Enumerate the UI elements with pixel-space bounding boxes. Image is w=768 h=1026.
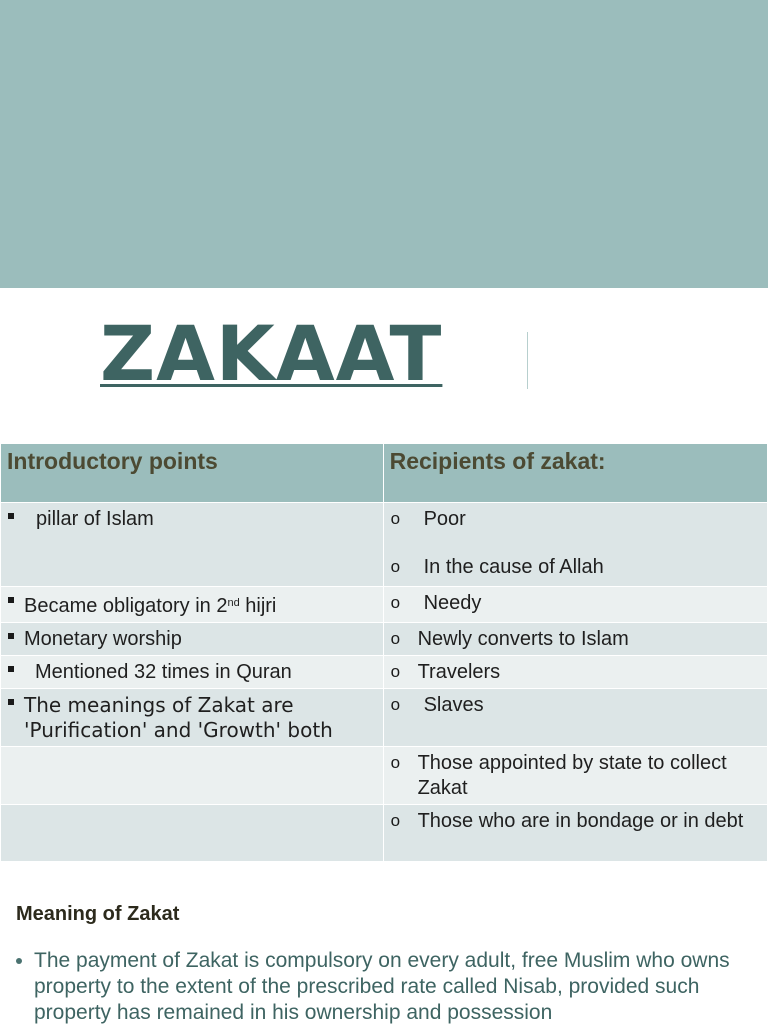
page-title: ZAKAAT [100, 309, 443, 398]
table-row [1, 689, 768, 747]
table-cell [1, 587, 384, 623]
table-cell [383, 805, 767, 862]
table-cell [1, 689, 384, 747]
point-text: The meanings of Zakat are 'Purification' and 'Growth' both [24, 693, 333, 742]
table-cell [1, 656, 384, 689]
recipient-text: Needy [423, 592, 482, 614]
point-text: Monetary worship [24, 628, 182, 650]
recipient-text: Poor [423, 508, 466, 530]
recipient-text: Slaves [423, 694, 484, 716]
table-header-row [1, 444, 768, 503]
square-bullet-icon [8, 633, 14, 639]
recipient-text: Newly converts to Islam [417, 628, 629, 650]
circle-bullet-icon: o [390, 557, 401, 576]
square-bullet-icon [8, 666, 14, 672]
circle-bullet-icon: o [390, 509, 401, 528]
table-cell [1, 503, 384, 587]
table-cell [1, 747, 384, 805]
circle-bullet-icon: o [390, 695, 401, 714]
table-row [1, 805, 768, 862]
section-heading: Meaning of Zakat [16, 903, 180, 925]
table-cell [1, 623, 384, 656]
point-text: Became obligatory in 2 [24, 595, 228, 617]
table-cell [383, 587, 767, 623]
circle-bullet-icon: o [390, 811, 401, 830]
point-text: Mentioned 32 times in Quran [35, 661, 292, 683]
square-bullet-icon [8, 699, 14, 705]
table-row [1, 747, 768, 805]
circle-bullet-icon: o [390, 629, 401, 648]
text-cursor-line [527, 332, 528, 389]
table-cell [383, 656, 767, 689]
table-cell [383, 623, 767, 656]
header-introductory-points: Introductory points [1, 444, 384, 503]
ordinal-suffix: nd [227, 597, 240, 609]
bullet-dot-icon [16, 958, 22, 964]
point-text-end: hijri [239, 595, 277, 617]
recipient-text: In the cause of Allah [423, 556, 604, 578]
recipient-text: Those appointed by state to collect Zakat [417, 752, 727, 799]
point-text: pillar of Islam [36, 508, 154, 530]
zakat-table [0, 443, 768, 862]
recipient-text: Travelers [417, 661, 501, 683]
square-bullet-icon [8, 597, 14, 603]
header-banner [0, 0, 768, 288]
table-row [1, 623, 768, 656]
circle-bullet-icon: o [390, 662, 401, 681]
table-cell [383, 503, 767, 587]
table-cell [383, 747, 767, 805]
table-cell [383, 689, 767, 747]
header-recipients: Recipients of zakat: [383, 444, 767, 503]
table-row [1, 503, 768, 587]
section-paragraph: The payment of Zakat is compulsory on every adult, free Muslim who owns property to the extent of the prescribed rate called Nisab, provided such property has remained in his ownership and possession [34, 949, 730, 1024]
recipient-text: Those who are in bondage or in debt [417, 810, 744, 832]
square-bullet-icon [8, 513, 14, 519]
circle-bullet-icon: o [390, 753, 401, 772]
circle-bullet-icon: o [390, 593, 401, 612]
table-row [1, 656, 768, 689]
table-row [1, 587, 768, 623]
table-cell [1, 805, 384, 862]
